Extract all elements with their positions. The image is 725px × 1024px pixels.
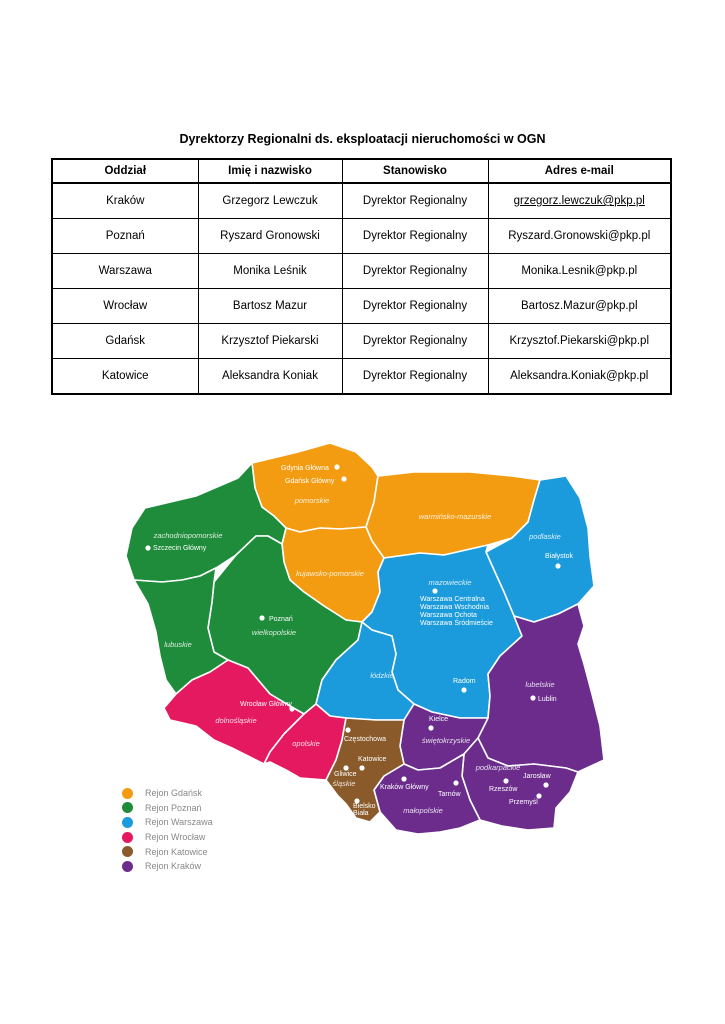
legend-swatch <box>122 817 133 828</box>
station-dot <box>536 793 541 798</box>
station-krakow: Kraków Główny <box>380 784 429 791</box>
cell-position: Dyrektor Regionalny <box>342 219 488 254</box>
station-dot <box>145 545 150 550</box>
header-email: Adres e-mail <box>488 159 671 183</box>
station-rzeszow: Rzeszów <box>489 786 518 793</box>
station-kielce: Kielce <box>429 716 449 723</box>
cell-name: Krzysztof Piekarski <box>198 324 342 359</box>
label-dolnoslaskie: dolnośląskie <box>215 716 257 725</box>
cell-position: Dyrektor Regionalny <box>342 183 488 219</box>
station-dot <box>432 588 437 593</box>
station-bialystok: Białystok <box>545 553 574 560</box>
label-slaskie: śląskie <box>332 779 356 788</box>
label-mazowieckie: mazowieckie <box>428 578 472 587</box>
cell-name: Ryszard Gronowski <box>198 219 342 254</box>
station-katowice: Katowice <box>358 756 387 763</box>
station-radom: Radom <box>453 678 476 685</box>
cell-email: Aleksandra.Koniak@pkp.pl <box>488 359 671 395</box>
legend-label: Rejon Warszawa <box>145 817 213 828</box>
label-opolskie: opolskie <box>292 739 320 748</box>
station-poznan: Poznań <box>269 616 293 623</box>
station-dot <box>428 725 433 730</box>
map-legend <box>122 786 213 874</box>
cell-branch: Katowice <box>52 359 198 395</box>
station-dot <box>259 615 264 620</box>
label-podkarpackie: podkarpackie <box>475 763 521 772</box>
label-lubelskie: lubelskie <box>525 680 555 689</box>
label-podlaskie: podlaskie <box>529 532 561 541</box>
legend-swatch <box>122 788 133 799</box>
station-wawa3: Warszawa Ochota <box>420 612 477 619</box>
station-wroclaw: Wrocław Główny <box>240 701 292 708</box>
legend-swatch <box>122 861 133 872</box>
station-dot <box>343 765 348 770</box>
station-wawa1: Warszawa Centralna <box>420 596 485 603</box>
label-malopolskie: małopolskie <box>403 806 443 815</box>
legend-label: Rejon Katowice <box>145 846 208 857</box>
station-dot <box>334 464 339 469</box>
label-warminsko: warmińsko-mazurskie <box>418 512 492 521</box>
legend-item <box>122 830 213 845</box>
station-wawa2: Warszawa Wschodnia <box>420 604 489 611</box>
station-dot <box>555 563 560 568</box>
cell-position: Dyrektor Regionalny <box>342 254 488 289</box>
station-dot <box>345 727 350 732</box>
station-czestochowa: Częstochowa <box>344 736 387 743</box>
station-jaroslaw: Jarosław <box>523 773 551 780</box>
station-bielsko-line: Bielsko <box>353 803 376 810</box>
cell-position: Dyrektor Regionalny <box>342 289 488 324</box>
legend-swatch <box>122 802 133 813</box>
legend-item <box>122 786 213 801</box>
cell-email: Bartosz.Mazur@pkp.pl <box>488 289 671 324</box>
legend-item <box>122 801 213 816</box>
document-title: Dyrektorzy Regionalni ds. eksploatacji nieruchomości w OGN <box>179 132 546 146</box>
station-dot <box>543 782 548 787</box>
email-link[interactable]: grzegorz.lewczuk@pkp.pl <box>513 195 645 207</box>
cell-name: Bartosz Mazur <box>198 289 342 324</box>
label-zachodniopomorskie: zachodniopomorskie <box>153 531 223 540</box>
station-przemysl: Przemyśl <box>509 799 538 806</box>
legend-item <box>122 859 213 874</box>
station-tarnow: Tarnów <box>438 791 461 798</box>
cell-branch: Wrocław <box>52 289 198 324</box>
legend-swatch <box>122 846 133 857</box>
station-dot <box>341 476 346 481</box>
station-dot <box>530 695 535 700</box>
cell-branch: Gdańsk <box>52 324 198 359</box>
label-kujawsko: kujawsko-pomorskie <box>296 569 364 578</box>
station-wawa4: Warszawa Śródmieście <box>420 620 493 627</box>
legend-label: Rejon Kraków <box>145 861 202 872</box>
station-dot <box>359 765 364 770</box>
legend-label: Rejon Gdańsk <box>145 788 203 799</box>
header-oddzial: Oddział <box>52 159 198 183</box>
label-lubuskie: lubuskie <box>164 640 192 649</box>
legend-item <box>122 815 213 830</box>
cell-name: Monika Leśnik <box>198 254 342 289</box>
cell-email: Monika.Lesnik@pkp.pl <box>488 254 671 289</box>
header-position: Stanowisko <box>342 159 488 183</box>
cell-branch: Kraków <box>52 183 198 219</box>
cell-position: Dyrektor Regionalny <box>342 324 488 359</box>
cell-email: Ryszard.Gronowski@pkp.pl <box>488 219 671 254</box>
label-lodzkie: łódzkie <box>370 671 394 680</box>
station-dot <box>461 687 466 692</box>
cell-name: Aleksandra Koniak <box>198 359 342 395</box>
legend-label: Rejon Poznań <box>145 802 202 813</box>
legend-label: Rejon Wrocław <box>145 832 206 843</box>
cell-name: Grzegorz Lewczuk <box>198 183 342 219</box>
cell-branch: Warszawa <box>52 254 198 289</box>
label-pomorskie: pomorskie <box>294 496 330 505</box>
cell-email: Krzysztof.Piekarski@pkp.pl <box>488 324 671 359</box>
station-gdansk: Gdańsk Główny <box>285 478 335 485</box>
station-dot <box>453 780 458 785</box>
legend-item <box>122 844 213 859</box>
station-szczecin: Szczecin Główny <box>153 545 207 552</box>
station-gliwice: Gliwice <box>334 771 357 778</box>
station-gdynia: Gdynia Główna <box>281 465 329 472</box>
station-dot <box>401 776 406 781</box>
legend-swatch <box>122 832 133 843</box>
label-wielkopolskie: wielkopolskie <box>251 628 297 637</box>
station-bielsko-line: Biała <box>353 810 369 817</box>
cell-branch: Poznań <box>52 219 198 254</box>
station-dot <box>503 778 508 783</box>
label-swietokrzyskie: świętokrzyskie <box>421 736 471 745</box>
header-name: Imię i nazwisko <box>198 159 342 183</box>
cell-position: Dyrektor Regionalny <box>342 359 488 395</box>
station-lublin: Lublin <box>538 696 557 703</box>
